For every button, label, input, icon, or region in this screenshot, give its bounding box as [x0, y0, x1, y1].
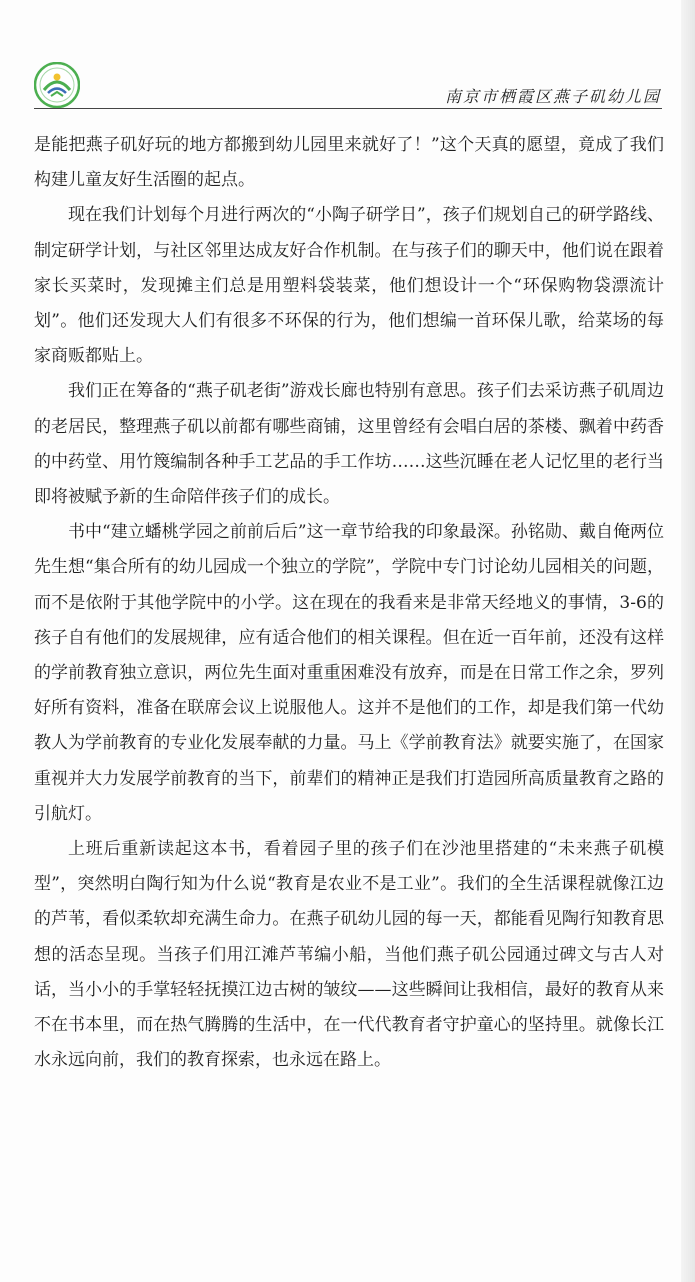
paragraph: 我们正在筹备的“燕子矶老街”游戏长廊也特别有意思。孩子们去采访燕子矶周边的老居民，整理燕子矶以前都有哪些商铺，这里曾经有会唱白居的茶楼、飘着中药香的中药堂、用竹篾编制各种手工艺品的手工作坊……这些沉睡在老人记忆里的老行当即将被赋予新的生命陪伴孩子们的成长。 — [34, 381, 664, 508]
page-edge-shadow — [681, 0, 695, 1282]
kindergarten-logo-icon — [34, 62, 80, 108]
paragraph: 是能把燕子矶好玩的地方都搬到幼儿园里来就好了！”这个天真的愿望，竟成了我们构建儿童友好生活圈的起点。 — [34, 135, 664, 191]
article-body — [34, 128, 664, 1078]
paragraph: 书中“建立蟠桃学园之前前后后”这一章节给我的印象最深。孙铭勋、戴自俺两位先生想“集合所有的幼儿园成一个独立的学院”，学院中专门讨论幼儿园相关的问题，而不是依附于其他学院中的小学。这在现在的我看来是非常天经地义的事情，3-6的孩子自有他们的发展规律，应有适合他们的相关课程。但在近一百年前，还没有这样的学前教育独立意识，两位先生面对重重困难没有放弃，而是在日常工作之余，罗列好所有资料，准备在联席会议上说服他人。这并不是他们的工作，却是我们第一代幼教人为学前教育的专业化发展奉献的力量。马上《学前教育法》就要实施了，在国家重视并大力发展学前教育的当下，前辈们的精神正是我们打造园所高质量教育之路的引航灯。 — [34, 522, 664, 824]
header-divider — [34, 108, 662, 109]
school-name: 南京市栖霞区燕子矶幼儿园 — [444, 87, 661, 106]
paragraph: 现在我们计划每个月进行两次的“小陶子研学日”，孩子们规划自己的研学路线、制定研学计划，与社区邻里达成友好合作机制。在与孩子们的聊天中，他们说在跟着家长买菜时，发现摊主们总是用塑料袋装菜，他们想设计一个“环保购物袋漂流计划”。他们还发现大人们有很多不环保的行为，他们想编一首环保儿歌，给菜场的每家商贩都贴上。 — [34, 205, 664, 367]
paragraph: 上班后重新读起这本书，看着园子里的孩子们在沙池里搭建的“未来燕子矶模型”，突然明白陶行知为什么说“教育是农业不是工业”。我们的全生活课程就像江边的芦苇，看似柔软却充满生命力。在燕子矶幼儿园的每一天，都能看见陶行知教育思想的活态呈现。当孩子们用江滩芦苇编小船，当他们燕子矶公园通过碑文与古人对话，当小小的手掌轻轻抚摸江边古树的皱纹——这些瞬间让我相信，最好的教育从来不在书本里，而在热气腾腾的生活中，在一代代教育者守护童心的坚持里。就像长江水永远向前，我们的教育探索，也永远在路上。 — [34, 839, 664, 1071]
